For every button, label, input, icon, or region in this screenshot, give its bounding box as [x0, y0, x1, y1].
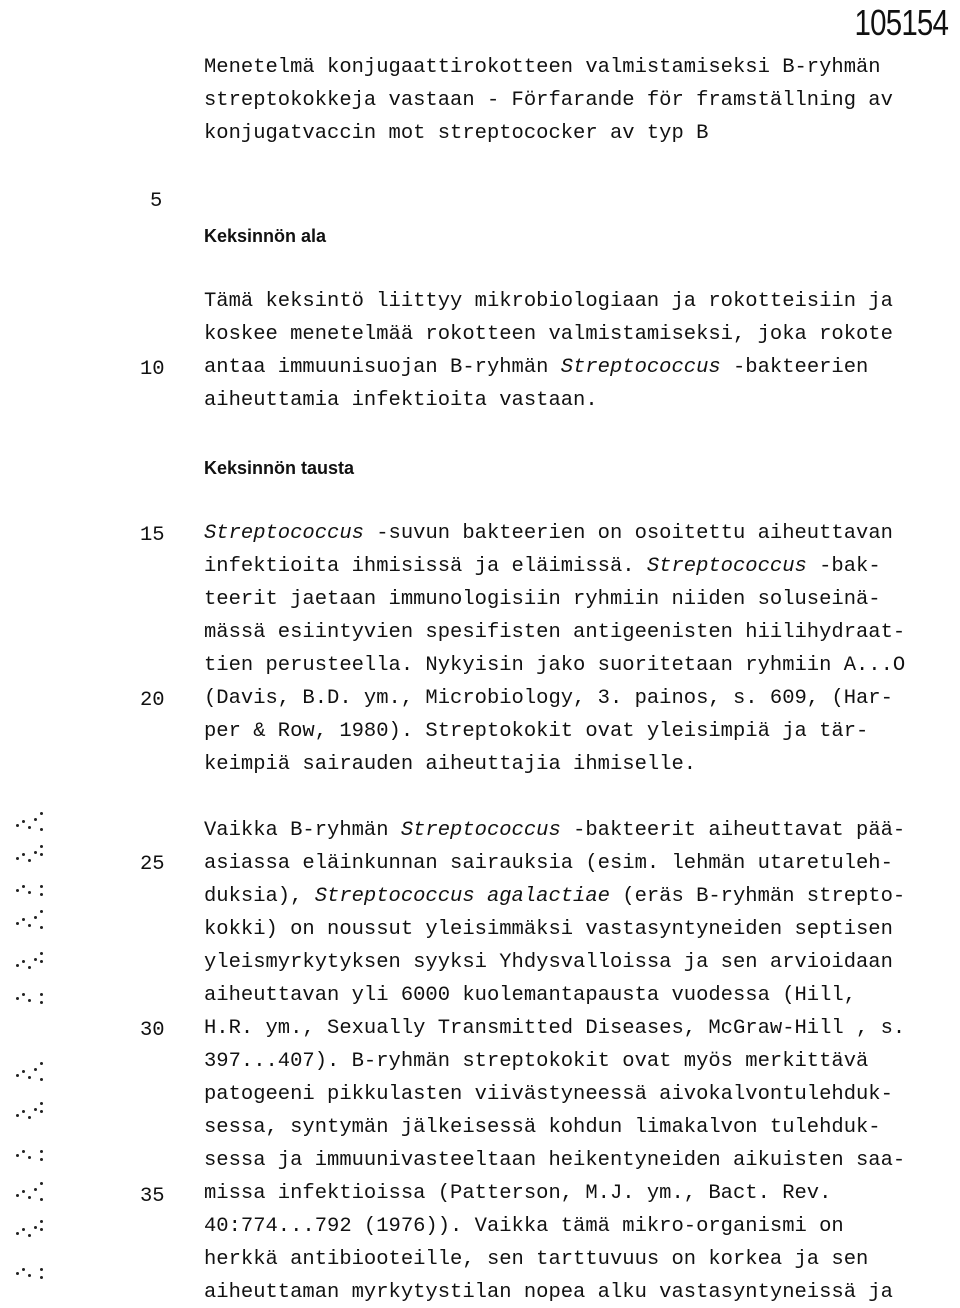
margin-dot [28, 924, 31, 927]
margin-dot [40, 853, 43, 856]
margin-dot [28, 999, 31, 1002]
paragraph-line: herkkä antibiooteille, sen tarttuvuus on korkea ja sen [204, 1248, 869, 1271]
paragraph-line: teerit jaetaan immunologisiin ryhmiin niiden soluseinä- [204, 588, 881, 611]
margin-dot [16, 857, 19, 860]
margin-dot [28, 891, 31, 894]
margin-dot [40, 1001, 43, 1004]
paragraph-line: duksia), Streptococcus agalactiae (eräs B-ryhmän strepto- [204, 885, 906, 908]
paragraph-line: yleismyrkytyksen syyksi Yhdysvalloissa ja sen arvioidaan [204, 951, 893, 974]
margin-dot [40, 1150, 43, 1153]
margin-dot [28, 1156, 31, 1159]
paragraph-line: Streptococcus -suvun bakteerien on osoitettu aiheuttavan [204, 522, 893, 545]
margin-dot [22, 1228, 25, 1231]
margin-dot [16, 1114, 19, 1117]
paragraph-line: antaa immuunisuojan B-ryhmän Streptococcus -bakteerien [204, 356, 869, 379]
margin-dot [28, 966, 31, 969]
margin-dot [28, 859, 31, 862]
paragraph-line: keimpiä sairauden aiheuttajia ihmiselle. [204, 753, 697, 776]
margin-dot [22, 820, 25, 823]
paragraph-line: H.R. ym., Sexually Transmitted Diseases, McGraw-Hill , s. [204, 1017, 906, 1040]
margin-dot [28, 826, 31, 829]
margin-dot [34, 916, 37, 919]
line-number-15: 15 [140, 524, 165, 547]
margin-dot [16, 964, 19, 967]
margin-dot [34, 958, 37, 961]
margin-dot [16, 922, 19, 925]
margin-dot [28, 1116, 31, 1119]
line-number-5: 5 [150, 190, 163, 213]
paragraph-line: tien perusteella. Nykyisin jako suoritetaan ryhmiin A...O [204, 654, 906, 677]
margin-dot [22, 1110, 25, 1113]
margin-dot [40, 926, 43, 929]
margin-dot [40, 1102, 43, 1105]
section-heading-background: Keksinnön tausta [204, 458, 355, 478]
line-number-30: 30 [140, 1019, 165, 1042]
margin-dot [40, 960, 43, 963]
paragraph-line: mässä esiintyvien spesifisten antigeenisten hiilihydraat- [204, 621, 906, 644]
paragraph-line: missa infektioissa (Patterson, M.J. ym., Bact. Rev. [204, 1182, 832, 1205]
margin-dot [40, 893, 43, 896]
margin-dot [40, 1182, 43, 1185]
margin-dot [22, 853, 25, 856]
paragraph-line: per & Row, 1980). Streptokokit ovat yleisimpiä ja tär- [204, 720, 869, 743]
margin-dot [28, 1076, 31, 1079]
line-number-20: 20 [140, 689, 165, 712]
margin-dot [16, 824, 19, 827]
paragraph-line: 397...407). B-ryhmän streptokokit ovat myös merkittävä [204, 1050, 869, 1073]
margin-dot [34, 1188, 37, 1191]
margin-dot [40, 1062, 43, 1065]
margin-dot [40, 1198, 43, 1201]
margin-dot [40, 952, 43, 955]
margin-dot [40, 1276, 43, 1279]
margin-dot [40, 910, 43, 913]
margin-dot [22, 1070, 25, 1073]
margin-dot [40, 845, 43, 848]
paragraph-line: sessa, syntymän jälkeisessä kohdun limakalvon tulehduk- [204, 1116, 881, 1139]
margin-dot [28, 1196, 31, 1199]
paragraph-line: koskee menetelmää rokotteen valmistamiseksi, joka rokote [204, 323, 893, 346]
paragraph-line: Vaikka B-ryhmän Streptococcus -bakteerit aiheuttavat pää- [204, 819, 906, 842]
paragraph-line: aiheuttamia infektioita vastaan. [204, 389, 598, 412]
margin-dot [16, 997, 19, 1000]
paragraph-line: patogeeni pikkulasten viivästyneessä aivokalvontulehduk- [204, 1083, 893, 1106]
margin-dot [40, 812, 43, 815]
paragraph-line: kokki) on noussut yleisimmäksi vastasyntyneiden septisen [204, 918, 893, 941]
title-line-2: streptokokkeja vastaan - Förfarande för framställning av [204, 89, 893, 112]
title-line-1: Menetelmä konjugaattirokotteen valmistamiseksi B-ryhmän [204, 56, 881, 79]
margin-dot [16, 1194, 19, 1197]
margin-dot [40, 1228, 43, 1231]
margin-dot [16, 1074, 19, 1077]
margin-dot [34, 851, 37, 854]
margin-dot [40, 1220, 43, 1223]
line-number-10: 10 [140, 358, 165, 381]
margin-dot [40, 1078, 43, 1081]
margin-dot [40, 885, 43, 888]
margin-dot [16, 1154, 19, 1157]
margin-dot [28, 1274, 31, 1277]
paragraph-line: infektioita ihmisissä ja eläimissä. Streptococcus -bak- [204, 555, 881, 578]
margin-dot [34, 1068, 37, 1071]
margin-dot [40, 993, 43, 996]
paragraph-line: (Davis, B.D. ym., Microbiology, 3. painos, s. 609, (Har- [204, 687, 893, 710]
margin-dot [22, 918, 25, 921]
margin-dot [40, 828, 43, 831]
page-number: 105154 [854, 2, 948, 43]
paragraph-line: sessa ja immuunivasteeltaan heikentyneiden aikuisten saa- [204, 1149, 906, 1172]
margin-dot [34, 1226, 37, 1229]
margin-dot [22, 960, 25, 963]
line-number-25: 25 [140, 853, 165, 876]
margin-dot [22, 1190, 25, 1193]
margin-dot [16, 1272, 19, 1275]
paragraph-line: asiassa eläinkunnan sairauksia (esim. lehmän utaretuleh- [204, 852, 893, 875]
paragraph-line: aiheuttavan yli 6000 kuolemantapausta vuodessa (Hill, [204, 984, 857, 1007]
margin-dot [22, 993, 25, 996]
margin-dot [22, 885, 25, 888]
margin-dot [40, 1268, 43, 1271]
paragraph-line: 40:774...792 (1976)). Vaikka tämä mikro-organismi on [204, 1215, 844, 1238]
margin-dot [22, 1150, 25, 1153]
margin-dot [34, 818, 37, 821]
margin-dot [28, 1234, 31, 1237]
paragraph-line: aiheuttaman myrkytystilan nopea alku vastasyntyneissä ja [204, 1281, 893, 1304]
paragraph-line: Tämä keksintö liittyy mikrobiologiaan ja rokotteisiin ja [204, 290, 893, 313]
section-heading-field: Keksinnön ala [204, 226, 327, 246]
line-number-35: 35 [140, 1185, 165, 1208]
margin-dot [40, 1158, 43, 1161]
margin-dot [22, 1268, 25, 1271]
margin-dot [40, 1110, 43, 1113]
margin-dot [16, 889, 19, 892]
margin-dot [34, 1108, 37, 1111]
margin-dot [16, 1232, 19, 1235]
title-line-3: konjugatvaccin mot streptococker av typ B [204, 122, 709, 145]
